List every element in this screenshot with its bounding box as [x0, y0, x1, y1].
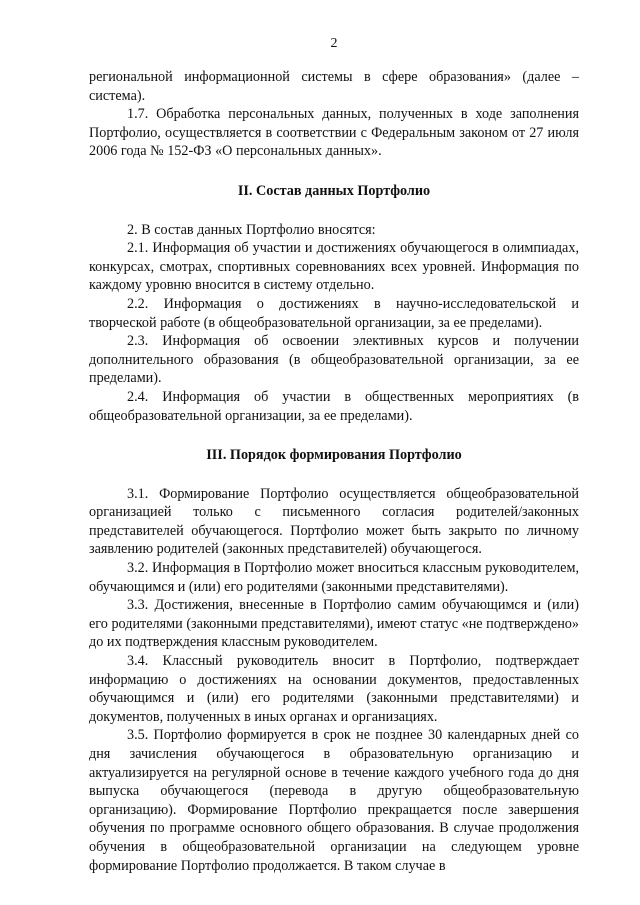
- paragraph-3-3: 3.3. Достижения, внесенные в Портфолио самим обучающимся и (или) его родителями (законными представителями), имеют статус «не подтверждено» до их подтверждения классным руководителем.: [89, 597, 579, 651]
- paragraph-2-3: 2.3. Информация об освоении элективных курсов и получении дополнительного образования (в общеобразовательной организации, за ее пределами).: [89, 333, 579, 387]
- paragraph-3-5: 3.5. Портфолио формируется в срок не позднее 30 календарных дней со дня зачисления обучающегося в образовательную организацию и актуализируется на регулярной основе в течение каждого учебного года до дня выпуска обучающегося (перевода в другую общеобразовательную организацию). Формирование Портфолио прекращается после завершения обучения по программе основного общего образования. В случае продолжения обучения в общеобразовательной организации на следующем уровне формирование Портфолио продолжается. В таком случае в: [89, 727, 579, 874]
- page-number: 2: [330, 36, 338, 51]
- paragraph-3-1: 3.1. Формирование Портфолио осуществляется общеобразовательной организацией только с письменного согласия родителей/законных представителей обучающегося. Портфолио может быть закрыто по личному заявлению родителей (законных представителей) обучающегося.: [89, 485, 579, 558]
- paragraph-2-1: 2.1. Информация об участии и достижениях обучающегося в олимпиадах, конкурсах, смотрах, спортивных соревнованиях всех уровней. Информация по каждому уровню вносится в систему отдельно.: [89, 240, 579, 294]
- paragraph-2-4: 2.4. Информация об участии в общественных мероприятиях (в общеобразовательной организации, за ее пределами).: [89, 388, 579, 424]
- intro-paragraph-continuation: региональной информационной системы в сфере образования» (далее – система).: [89, 69, 579, 104]
- paragraph-3-4: 3.4. Классный руководитель вносит в Портфолио, подтверждает информацию о достижениях на основании документов, предоставленных обучающимся и (или) его родителями (законными представителями) и документов, полученных в иных органах и организациях.: [89, 653, 579, 725]
- paragraph-1-7: 1.7. Обработка персональных данных, полученных в ходе заполнения Портфолио, осуществляется в соответствии с Федеральным законом от 27 июля 2006 года № 152-ФЗ «О персональных данных».: [89, 106, 579, 160]
- paragraph-3-2: 3.2. Информация в Портфолио может вноситься классным руководителем, обучающимся и (или) его родителями (законными представителями).: [89, 560, 579, 595]
- paragraph-2: 2. В состав данных Портфолио вносятся:: [127, 221, 376, 238]
- section-2-title: II. Состав данных Портфолио: [237, 182, 431, 199]
- section-3-title: III. Порядок формирования Портфолио: [206, 447, 462, 464]
- paragraph-2-2: 2.2. Информация о достижениях в научно-исследовательской и творческой работе (в общеобразовательной организации, за ее пределами).: [89, 295, 579, 331]
